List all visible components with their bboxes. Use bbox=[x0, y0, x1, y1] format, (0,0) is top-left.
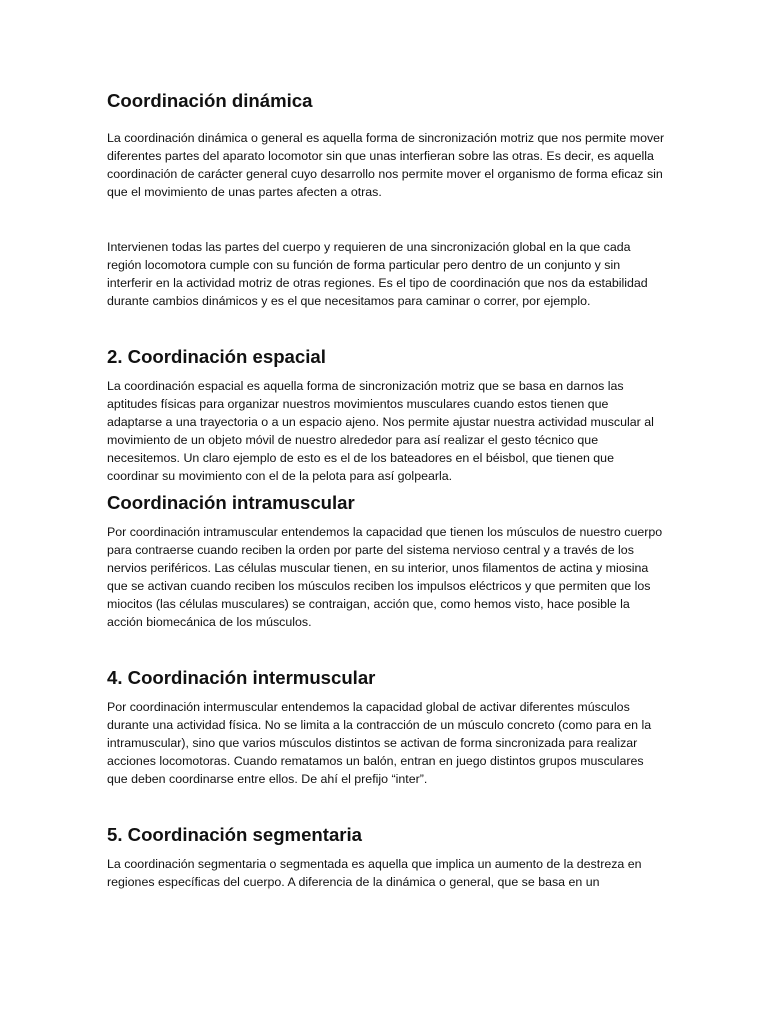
document-page bbox=[107, 84, 665, 891]
section-heading: Coordinación intramuscular bbox=[107, 492, 355, 513]
section-coordinacion-intramuscular bbox=[107, 494, 665, 631]
paragraph: La coordinación espacial es aquella forma de sincronización motriz que se basa en darnos las aptitudes físicas para organizar nuestros movimientos musculares cuando estos tienen que adaptarse a una trayectoria o a un espacio ajeno. Nos permite ajustar nuestra actividad muscular al movimiento de un objeto móvil de nuestro alrededor para así realizar el gesto técnico que necesitemos. Un claro ejemplo de esto es el de los bateadores en el béisbol, que tienen que coordinar su movimiento con el de la pelota para así golpearla. bbox=[107, 379, 654, 483]
section-coordinacion-intermuscular bbox=[107, 669, 665, 788]
paragraph: Intervienen todas las partes del cuerpo y requieren de una sincronización global en la que cada región locomotora cumple con su función de forma particular pero dentro de un conjunto y sin interferir en la actividad motriz de otras regiones. Es el tipo de coordinación que nos da estabilidad durante cambios dinámicos y es el que necesitamos para caminar o correr, por ejemplo. bbox=[107, 240, 648, 308]
paragraph: La coordinación segmentaria o segmentada es aquella que implica un aumento de la destreza en regiones específicas del cuerpo. A diferencia de la dinámica o general, que se basa en un bbox=[107, 857, 642, 889]
section-coordinacion-dinamica bbox=[107, 92, 665, 310]
section-coordinacion-segmentaria bbox=[107, 826, 665, 891]
paragraph: La coordinación dinámica o general es aquella forma de sincronización motriz que nos permite mover diferentes partes del aparato locomotor sin que unas interfieran sobre las otras. Es decir, es aquella coordinación de carácter general cuyo desarrollo nos permite mover el organismo de forma eficaz sin que el movimiento de unas partes afecten a otras. bbox=[107, 131, 665, 199]
paragraph: Por coordinación intermuscular entendemos la capacidad global de activar diferentes músculos durante una actividad física. No se limita a la contracción de un músculo concreto (como para en la intramuscular), sino que varios músculos distintos se activan de forma sincronizada para realizar acciones locomotoras. Cuando rematamos un balón, entran en juego distintos grupos musculares que deben coordinarse entre ellos. De ahí el prefijo “inter”. bbox=[107, 700, 652, 786]
section-heading: 5. Coordinación segmentaria bbox=[107, 824, 362, 845]
section-heading: 2. Coordinación espacial bbox=[107, 346, 326, 367]
section-coordinacion-espacial bbox=[107, 348, 665, 485]
paragraph: Por coordinación intramuscular entendemos la capacidad que tienen los músculos de nuestro cuerpo para contraerse cuando reciben la orden por parte del sistema nervioso central y a través de los nervios periféricos. Las células muscular tienen, en su interior, unos filamentos de actina y miosina que se activan cuando reciben los músculos reciben los impulsos eléctricos y que permiten que los miocitos (las células musculares) se contraigan, acción que, como hemos visto, hace posible la acción biomecánica de los músculos. bbox=[107, 525, 663, 629]
section-heading: 4. Coordinación intermuscular bbox=[107, 667, 376, 688]
section-heading: Coordinación dinámica bbox=[107, 90, 313, 111]
